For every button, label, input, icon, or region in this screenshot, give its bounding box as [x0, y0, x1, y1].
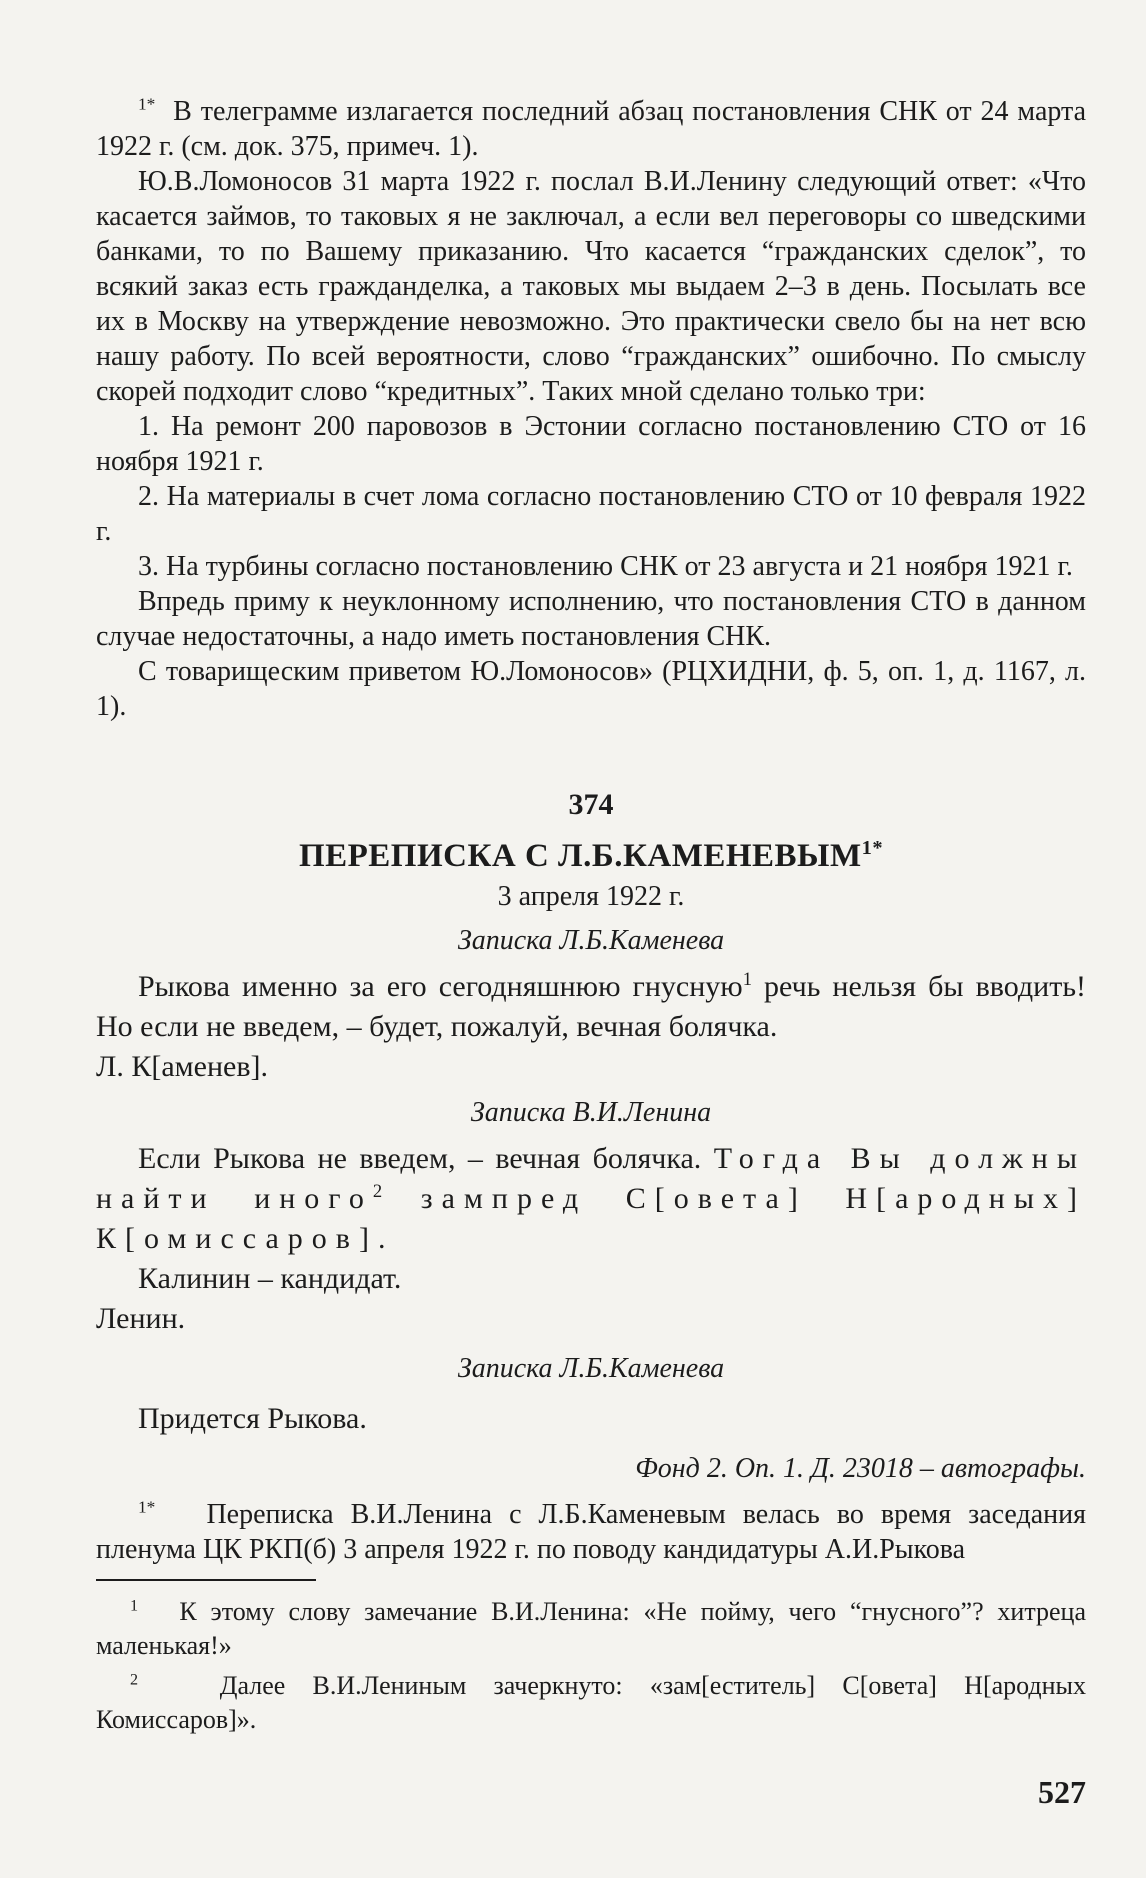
- footnote-marker: 1: [130, 1597, 139, 1615]
- intro-paragraph: Впредь приму к неуклонному исполнению, что постановления СТО в данном случае недостаточны, а надо иметь постановления СНК.: [96, 586, 1086, 652]
- emphasized-text: Тогда Вы должны найти иного: [96, 1142, 1086, 1215]
- intro-note: [96, 94, 1086, 164]
- signature: Ленин.: [96, 1302, 186, 1335]
- note-text: Калинин – кандидат.: [138, 1262, 402, 1295]
- document-title-text: ПЕРЕПИСКА С Л.Б.КАМЕНЕВЫМ: [298, 838, 862, 874]
- note-text: Придется Рыкова.: [138, 1402, 367, 1435]
- footnote: [96, 1669, 1086, 1737]
- intro-paragraph: Ю.В.Ломоносов 31 марта 1922 г. послал В.И.Ленину следующий ответ: «Что касается займов, то таковых я не заключал, а если вел переговоры со шведскими банками, то по Вашему приказанию. Что касается “гражданских сделок”, то всякий заказ есть гражданделка, а таковых мы выдаем 2–3 в день. Посылать все их в Москву на утверждение невозможно. Это практически свело бы на нет всю нашу работу. По всей вероятности, слово “гражданских” ошибочно. По смыслу скорей подходит слово “кредитных”. Таких мной сделано только три:: [96, 166, 1086, 407]
- emphasized-text: зампред С[овета] Н[ародных] К[омиссаров]: [96, 1182, 1086, 1255]
- note-text-part: .: [377, 1222, 386, 1255]
- list-item: 1. На ремонт 200 паровозов в Эстонии согласно постановлению СТО от 16 ноября 1921 г.: [96, 411, 1086, 477]
- note-text: [96, 967, 1086, 1047]
- intro-paragraph: С товарищеским приветом Ю.Ломоносов» (РЦХИДНИ, ф. 5, оп. 1, д. 1167, л. 1).: [96, 656, 1086, 722]
- document-date: 3 апреля 1922 г.: [497, 881, 685, 912]
- footnote-marker: 2: [130, 1671, 139, 1689]
- intro-section: [96, 94, 1086, 724]
- note-text-part: Если Рыкова не введем, – вечная болячка.: [138, 1142, 714, 1175]
- note-text-part: Рыкова именно за его сегодняшнюю гнусную: [138, 970, 743, 1003]
- footnote-text: Далее В.И.Лениным зачеркнуто: «зам[еститель] С[овета] Н[ародных Комиссаров]».: [96, 1671, 1087, 1734]
- endnote-marker: 1*: [138, 1497, 156, 1517]
- note-heading: Записка Л.Б.Каменева: [457, 925, 725, 956]
- note-text: [96, 1139, 1086, 1259]
- document-title: [96, 838, 1086, 875]
- footnote-text: К этому слову замечание В.И.Ленина: «Не пойму, чего “гнусного”? хитреца маленькая!»: [96, 1597, 1087, 1660]
- title-note-marker: 1*: [861, 837, 884, 859]
- endnote-text: Переписка В.И.Ленина с Л.Б.Каменевым велась во время заседания пленума ЦК РКП(б) 3 апреля 1922 г. по поводу кандидатуры А.И.Рыкова: [96, 1499, 1086, 1565]
- note-marker: 1*: [138, 94, 156, 114]
- endnote: [96, 1497, 1086, 1567]
- intro-note-text: В телеграмме излагается последний абзац постановления СНК от 24 марта 1922 г. (см. док. 375, примеч. 1).: [96, 96, 1087, 162]
- footnote-ref: 1: [742, 969, 752, 990]
- note-heading: Записка В.И.Ленина: [470, 1097, 712, 1128]
- footnote: [96, 1595, 1086, 1663]
- note-text-part: речь нельзя бы вводить! Но если не введем, – будет, пожалуй, вечная болячка.: [96, 970, 1086, 1043]
- page-number: 527: [1038, 1774, 1086, 1810]
- footnote-divider: [96, 1579, 316, 1581]
- list-item: 3. На турбины согласно постановлению СНК от 23 августа и 21 ноября 1921 г.: [138, 551, 1073, 582]
- footnote-ref: 2: [372, 1181, 383, 1202]
- signature: Л. К[аменев].: [96, 1050, 268, 1083]
- document-number: 374: [568, 788, 614, 821]
- list-item: 2. На материалы в счет лома согласно постановлению СТО от 10 февраля 1922 г.: [96, 481, 1086, 547]
- note-heading: Записка Л.Б.Каменева: [457, 1353, 725, 1384]
- archive-source: Фонд 2. Оп. 1. Д. 23018 – автографы.: [635, 1453, 1086, 1484]
